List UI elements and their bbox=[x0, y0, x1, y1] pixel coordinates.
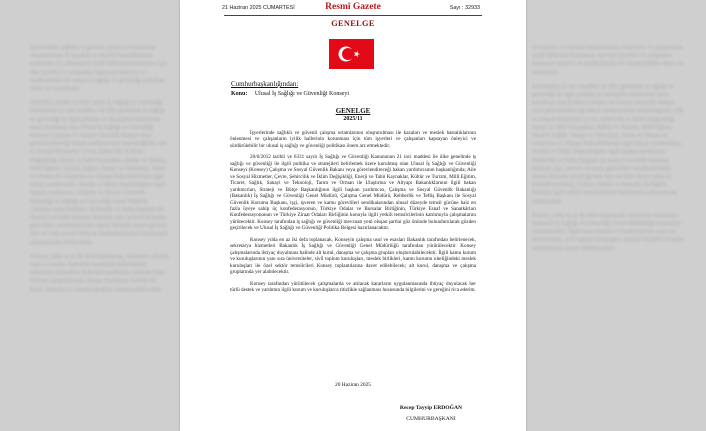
document-body bbox=[230, 130, 476, 298]
paragraph: Konsey yılda en az iki defa toplanacak, Konseyin çalışma usul ve esasları Bakanlık tarafından belirlenecek, sekretarya hizmetleri Bakanlık İş Sağlığı ve Güvenliği Genel Müdürlüğü tarafından yürütülecektir. Konsey çalışmalarında ihtiyaç duyulması halinde alt kurul, danışma ve çalışma grupları oluşturulabilecektir. İlgili kamu kurum ve kuruluşlarının yanı sıra üniversiteler, sivil toplum kuruluşları, meslek birlikleri, kamu kurumu niteliğindeki meslek kuruluşları ile özel sektör temsilcileri Konsey toplantılarına davet edilebilecek; alt kurul, danışma ve çalışma gruplarında yer alabilecektir. bbox=[230, 236, 476, 276]
subject-line bbox=[231, 91, 349, 97]
document-title: GENELGE bbox=[335, 107, 371, 115]
gazette-title: Resmî Gazete bbox=[325, 2, 381, 12]
header-date: 21 Haziran 2025 CUMARTESİ bbox=[222, 5, 295, 11]
sign-date: 20 Haziran 2025 bbox=[335, 382, 371, 388]
subject-label: Konu: bbox=[231, 91, 248, 97]
background-blurred-right: ile kazaları ve meslek hastalıklarının önlenmesi ve çalışanların iyilik hallerinin korunması için tüm işyerleri ve çalışanları kapsayan önleyici ve sürdürülebilir bir ulusal politika önem arz etmektedir. Kanununun 21 inci maddesi ile ülke genelinde iş sağlığı ve güvenliği ile ilgili politika ve stratejileri belirlemek üzere kurulmuş olan Konsey Çalışma ve Sosyal Güvenlik Bakanı veya görevlendireceği bakan yardımcısının başkanlığında; Aile ve Sosyal Hizmetler, Çevre, Şehircilik ve İklim Değişikliği, Enerji ve Tabii Kaynaklar, Kültür ve Turizm, Millî Eğitim, Ticaret, Sağlık, Sanayi ve Teknoloji, Tarım ve Orman ile Ulaştırma ve Altyapı Bakanlıklarının ilgili bakan yardımcıları, Strateji ve Bütçe Başkanlığının ilgili başkan yardımcısı, Rehberlik ve Teftiş Başkanı ile Sosyal Güvenlik Kurumu Başkanı, işçi, işveren ve kamu görevlileri sendikalarından ulusal düzeyde temsil gücüne haiz en fazla üyeye sahip üç konfederasyonun, Türkiye Odalar ve Borsalar Birliğinin konuyla ilgili yetkili temsilcilerinin katılımıyla çalışmalarını yürütecektir. Konsey yılda en az iki defa toplanacak, sekretarya hizmetleri Bakanlık İş Sağlığı ve Güvenliği Genel Müdürlüğü tarafından yürütülecektir. İlgili kamu kurum ve kuruluşlarının yanı sıra üniversiteler, sivil toplum kuruluşları, meslek birlikleri Konsey toplantılarına davet edilebilecektir. bbox=[532, 45, 684, 252]
header-issue: Sayı : 32933 bbox=[449, 5, 480, 11]
subject-value: Ulusal İş Sağlığı ve Güvenliği Konseyi bbox=[254, 91, 350, 97]
section-kicker: GENELGE bbox=[331, 19, 375, 28]
header-divider bbox=[224, 15, 482, 16]
gazette-page bbox=[180, 0, 526, 431]
paragraph: İşyerlerinde sağlıklı ve güvenli çalışma ortamlarının oluşturulması ile kazaları ve meslek hastalıklarının önlenmesi ve çalışanların iyilik hallerinin korunması için tüm işyerleri ve çalışanları kapsayan önleyici ve sürdürülebilir bir ulusal iş sağlığı ve güvenliği politikası önem arz etmektedir. bbox=[230, 130, 476, 149]
document-number: 2025/11 bbox=[343, 116, 363, 122]
background-blurred-left: Işyerlerinde sağlıklı ve güvenli çalışma ortamlarının oluşturulması ile kazaları ve meslek hastalıklarının önlenmesi ve çalışanların iyilik hallerinin korunması için tüm işyerleri ve çalışanları kapsayan önleyici ve sürdürülebilir bir ulusal iş sağlığı ve güvenliği politikası önem arz etmektedir. 20/6/2012 tarihli ve 6331 sayılı İş Sağlığı ve Güvenliği Kanununun 21 inci maddesi ile ülke genelinde iş sağlığı ve güvenliği ile ilgili politika ve stratejileri belirlemek üzere kurulmuş olan Ulusal İş Sağlığı ve Güvenliği Konseyi Çalışma ve Sosyal Güvenlik Bakanı veya görevlendireceği bakan yardımcısının başkanlığında Aile ve Sosyal Hizmetler, Çevre, Şehircilik ve İklim Değişikliği, Enerji ve Tabii Kaynaklar, Kültür ve Turizm, Millî Eğitim, Ticaret, Sağlık, Sanayi ve Teknoloji, Tarım ve Orman ile Ulaştırma ve Altyapı Bakanlıklarının ilgili bakan yardımcıları, Strateji ve Bütçe Başkanlığının ilgili başkan yardımcısı, Çalışma ve Sosyal Güvenlik Bakanlığı İş Sağlığı ve Güvenliği Genel Müdürü, Çalışma Genel Müdürü, Rehberlik ve Teftiş Başkanı ile Sosyal Güvenlik Kurumu Başkanı, işçi, işveren ve kamu görevlileri sendikalarından ulusal düzeyde temsil gücüne haiz en fazla üyeye sahip üç konfederasyonun katılımıyla çalışmalarını yürütecektir. Konsey yılda en az iki defa toplanacak, Konseyin çalışma usul ve esasları Bakanlık tarafından belirlenecek, sekretarya hizmetleri Bakanlık tarafından yürütülecektir. Konsey çalışmalarında ihtiyaç duyulması halinde alt kurul, danışma ve çalışma grupları oluşturulabilecektir. bbox=[30, 45, 169, 293]
gazette-header bbox=[180, 0, 526, 14]
turkish-flag-icon bbox=[329, 39, 374, 69]
paragraph: Konsey tarafından yürütülecek çalışmalarda ve atılacak kararların uygulanmasında ihtiyaç duyulacak her türlü destek ve yardımın ilgili kurum ve kuruluşlarca titizlikle sağlanması hususunda bilgilerini ve gereğini rica ederim. bbox=[230, 280, 476, 293]
signatory-name: Recep Tayyip ERDOĞAN bbox=[399, 405, 463, 411]
signatory-title: CUMHURBAŞKANI bbox=[406, 416, 456, 422]
paragraph: 20/6/2012 tarihli ve 6331 sayılı İş Sağlığı ve Güvenliği Kanununun 21 inci maddesi ile ülke genelinde iş sağlığı ve güvenliği ile ilgili politika ve stratejileri belirlemek üzere kurulmuş olan Ulusal İş Sağlığı ve Güvenliği Konseyi (Konsey) Çalışma ve Sosyal Güvenlik Bakanı veya görevlendireceği bakan yardımcısının başkanlığında; Aile ve Sosyal Hizmetler, Çevre, Şehircilik ve İklim Değişikliği, Enerji ve Tabii Kaynaklar, Kültür ve Turizm, Millî Eğitim, Ticaret, Sağlık, Sanayi ve Teknoloji, Tarım ve Orman ile Ulaştırma ve Altyapı Bakanlıklarının ilgili bakan yardımcıları, Strateji ve Bütçe Başkanlığının ilgili başkan yardımcısı, Çalışma ve Sosyal Güvenlik Bakanlığı (Bakanlık) İş Sağlığı ve Güvenliği Genel Müdürü, Çalışma Genel Müdürü, Rehberlik ve Teftiş Başkanı ile Sosyal Güvenlik Kurumu Başkanı, işçi, işveren ve kamu görevlileri sendikalarından ulusal düzeyde temsil gücüne haiz en fazla üyeye sahip üç konfederasyonun, Türkiye Odalar ve Borsalar Birliğinin, Türkiye Esnaf ve Sanatkârları Konfederasyonunun ve Türkiye Ziraat Odaları Birliğinin konuyla ilgili yetkili temsilcilerinin katılımıyla çalışmalarını yürütecektir. Konsey tarafından iş sağlığı ve güvenliği mevzuatı yeni oluşan şartlar göz önünde bulundurularak gözden geçirilecek ve Ulusal İş Sağlığı ve Güvenliği Politika Belgesi hazırlanacaktır. bbox=[230, 154, 476, 232]
addressee: Cumhurbaşkanlığından: bbox=[231, 80, 299, 88]
